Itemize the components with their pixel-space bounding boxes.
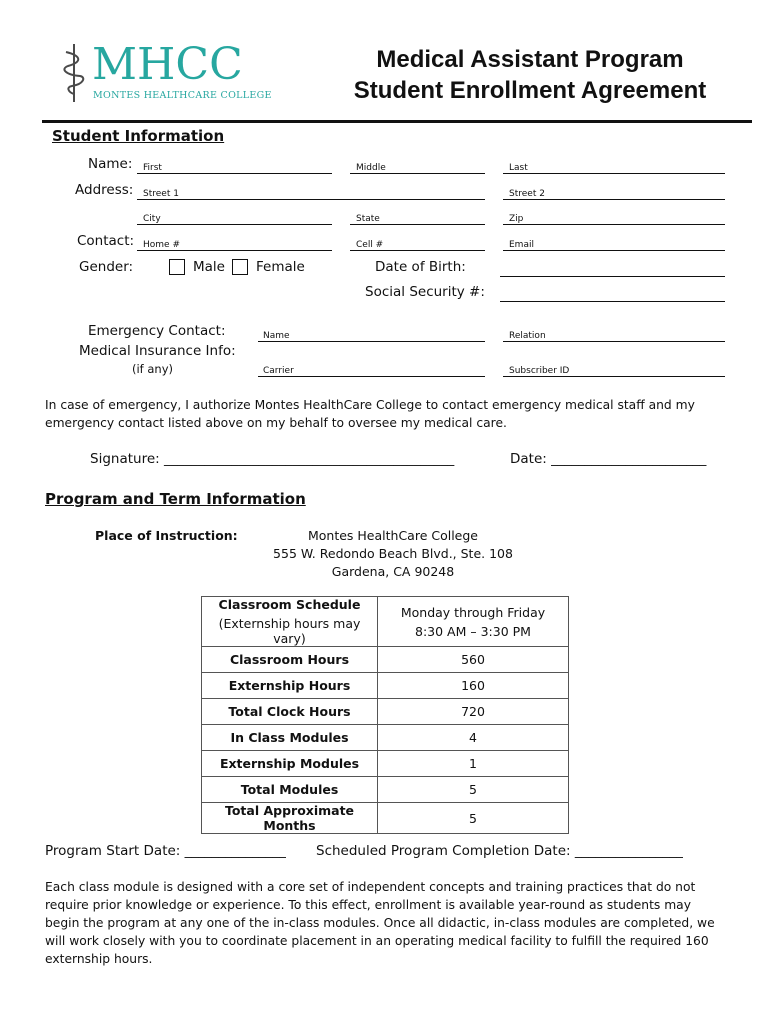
table-row — [202, 699, 569, 725]
address-line-3: Gardena, CA 90248 — [331, 564, 455, 579]
emergency-name-caption: Name — [263, 331, 290, 341]
table-cell-value: 720 — [378, 699, 569, 725]
email-caption: Email — [509, 240, 534, 250]
table-row — [202, 647, 569, 673]
dob-field[interactable] — [500, 276, 725, 277]
street1-caption: Street 1 — [143, 189, 179, 199]
female-checkbox[interactable] — [232, 259, 248, 275]
table-cell-label: Externship Modules — [202, 751, 378, 777]
contact-label: Contact: — [77, 233, 135, 249]
carrier-field[interactable] — [258, 376, 485, 377]
header-rule — [42, 120, 752, 123]
city-caption: City — [143, 214, 161, 224]
table-cell-label: Classroom Hours — [202, 647, 378, 673]
first-name-field[interactable] — [137, 173, 332, 174]
insurance-optional-note: (if any) — [132, 362, 174, 376]
table-cell-label: Externship Hours — [202, 673, 378, 699]
document-title — [350, 44, 710, 106]
female-label: Female — [256, 259, 305, 275]
emergency-name-field[interactable] — [258, 341, 485, 342]
title-line-1: Medical Assistant Program — [376, 46, 684, 73]
schedule-days: Monday through Friday — [400, 604, 546, 620]
table-row — [202, 673, 569, 699]
program-info-heading: Program and Term Information — [45, 490, 306, 508]
table-cell-label: Total Clock Hours — [202, 699, 378, 725]
signature-date-field[interactable]: Date: _______________________ — [510, 451, 707, 467]
zip-field[interactable] — [503, 224, 725, 225]
middle-caption: Middle — [356, 163, 386, 173]
name-label: Name: — [88, 156, 133, 172]
table-cell-label: Total Modules — [202, 777, 378, 803]
logo-wordmark: MHCC — [92, 39, 243, 90]
table-row — [202, 803, 569, 834]
table-cell-value: 5 — [378, 803, 569, 834]
carrier-caption: Carrier — [263, 366, 294, 376]
zip-caption: Zip — [509, 214, 524, 224]
instruction-address — [270, 527, 516, 581]
module-description: Each class module is designed with a core set of independent concepts and training practices that do not require prior knowledge or experience. To this effect, enrollment is available year-round as students may begin the program at any one of the in-class modules. Once all didactic, in-class modules are completed, we will work closely with you to coordinate placement in an operating medical facility to fulfill the required 160 externship hours. — [45, 880, 715, 966]
ssn-field[interactable] — [500, 301, 725, 302]
city-field[interactable] — [137, 224, 332, 225]
address-line-1: Montes HealthCare College — [307, 528, 479, 543]
table-row — [202, 725, 569, 751]
address-label: Address: — [75, 182, 134, 198]
student-info-heading: Student Information — [52, 127, 225, 145]
table-cell-value: 1 — [378, 751, 569, 777]
signature-field[interactable]: Signature: ___________________________________________ — [90, 451, 455, 467]
cell-phone-field[interactable] — [350, 250, 485, 251]
schedule-table — [201, 596, 569, 834]
home-phone-field[interactable] — [137, 250, 332, 251]
table-row — [202, 777, 569, 803]
table-cell-label: Total Approximate Months — [202, 803, 378, 834]
table-cell-label: In Class Modules — [202, 725, 378, 751]
insurance-label: Medical Insurance Info: — [79, 343, 236, 359]
cell-caption: Cell # — [356, 240, 384, 250]
male-checkbox[interactable] — [169, 259, 185, 275]
last-name-field[interactable] — [503, 173, 725, 174]
ssn-label: Social Security #: — [365, 284, 485, 300]
table-row — [202, 751, 569, 777]
table-cell-value: 5 — [378, 777, 569, 803]
street2-caption: Street 2 — [509, 189, 545, 199]
place-label: Place of Instruction: — [95, 528, 238, 543]
state-caption: State — [356, 214, 380, 224]
subscriber-id-field[interactable] — [503, 376, 725, 377]
street1-field[interactable] — [137, 199, 485, 200]
schedule-label: Classroom Schedule — [218, 597, 361, 612]
schedule-time: 8:30 AM – 3:30 PM — [415, 623, 531, 639]
table-cell-value: 4 — [378, 725, 569, 751]
program-start-date-field[interactable]: Program Start Date: _______________ — [45, 843, 286, 859]
subscriber-caption: Subscriber ID — [509, 366, 570, 376]
relation-caption: Relation — [509, 331, 546, 341]
street2-field[interactable] — [503, 199, 725, 200]
table-cell-value: 560 — [378, 647, 569, 673]
last-caption: Last — [509, 163, 528, 173]
middle-name-field[interactable] — [350, 173, 485, 174]
logo-subtitle: MONTES HEALTHCARE COLLEGE — [93, 90, 272, 101]
table-row — [202, 597, 569, 647]
completion-date-field[interactable]: Scheduled Program Completion Date: ________________ — [316, 843, 683, 859]
home-caption: Home # — [143, 240, 180, 250]
table-cell-value: 160 — [378, 673, 569, 699]
caduceus-icon — [60, 42, 90, 104]
emergency-label: Emergency Contact: — [88, 323, 226, 339]
male-label: Male — [193, 259, 225, 275]
address-line-2: 555 W. Redondo Beach Blvd., Ste. 108 — [273, 546, 513, 561]
dob-label: Date of Birth: — [375, 259, 466, 275]
gender-label: Gender: — [79, 259, 134, 275]
authorization-text: In case of emergency, I authorize Montes HealthCare College to contact emergency medical staff and my emergency contact listed above on my behalf to oversee my medical care. — [45, 398, 695, 430]
emergency-relation-field[interactable] — [503, 341, 725, 342]
schedule-sublabel: (Externship hours may vary) — [218, 616, 361, 646]
table-cell-value — [378, 597, 569, 647]
title-line-2: Student Enrollment Agreement — [353, 77, 707, 104]
email-field[interactable] — [503, 250, 725, 251]
table-cell-label — [202, 597, 378, 647]
first-caption: First — [143, 163, 162, 173]
state-field[interactable] — [350, 224, 485, 225]
